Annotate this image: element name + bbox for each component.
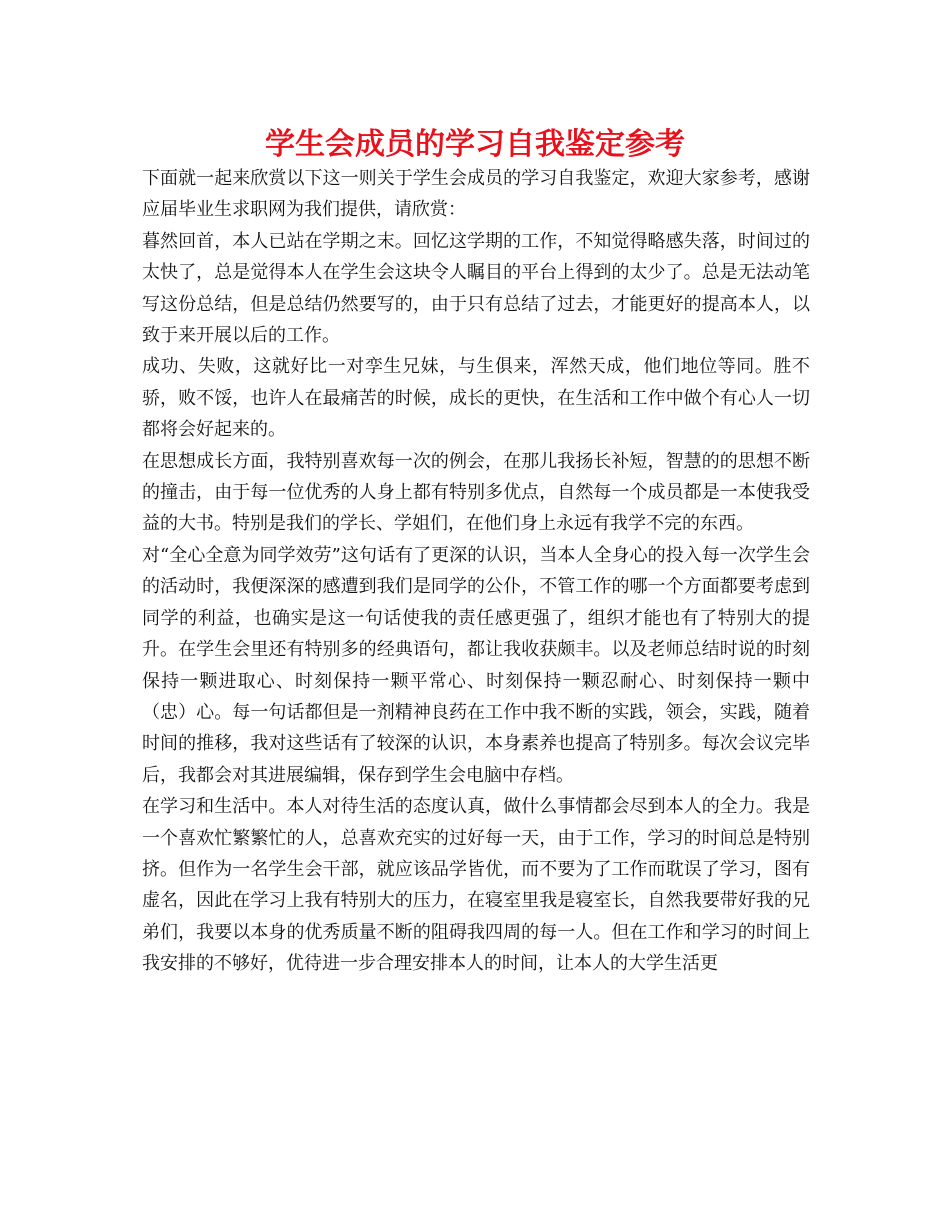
document-body — [142, 163, 810, 980]
document-title: 学生会成员的学习自我鉴定参考 — [265, 127, 685, 162]
paragraph-success-failure: 成功、失败，这就好比一对孪生兄妹，与生俱来，浑然天成，他们地位等同。胜不骄，败不馁，也许人在最痛苦的时候，成长的更快，在生活和工作中做个有心人一切都将会好起来的。 — [142, 356, 810, 441]
paragraph-study-life: 在学习和生活中。本人对待生活的态度认真，做什么事情都会尽到本人的全力。我是一个喜欢忙繁繁忙的人，总喜欢充实的过好每一天，由于工作，学习的时间总是特别挤。但作为一名学生会干部，就应该品学皆优，而不要为了工作而耽误了学习，图有虚名，因此在学习上我有特别大的压力，在寝室里我是寝室长，自然我要带好我的兄弟们，我要以本身的优秀质量不断的阻碍我四周的每一人。但在工作和学习的时间上我安排的不够好，优待进一步合理安排本人的时间，让本人的大学生活更 — [142, 796, 810, 975]
paragraph-service: 对“全心全意为同学效劳”这句话有了更深的认识，当本人全身心的投入每一次学生会的活动时，我便深深的感遭到我们是同学的公仆，不管工作的哪一个方面都要考虑到同学的利益，也确实是这一句话使我的责任感更强了，组织才能也有了特别大的提升。在学生会里还有特别多的经典语句，都让我收获颇丰。以及老师总结时说的时刻保持一颗进取心、时刻保持一颗平常心、时刻保持一颗忍耐心、时刻保持一颗中（忠）心。每一句话都但是一剂精神良药在工作中我不断的实践，领会，实践，随着时间的推移，我对这些话有了较深的认识，本身素养也提高了特别多。每次会议完毕后，我都会对其进展编辑，保存到学生会电脑中存档。 — [142, 544, 810, 786]
paragraph-intro: 下面就一起来欣赏以下这一则关于学生会成员的学习自我鉴定，欢迎大家参考，感谢应届毕业生求职网为我们提供，请欣赏： — [142, 168, 810, 221]
paragraph-thought-growth: 在思想成长方面，我特别喜欢每一次的例会，在那儿我扬长补短，智慧的的思想不断的撞击，由于每一位优秀的人身上都有特别多优点，自然每一个成员都是一本使我受益的大书。特别是我们的学长、学姐们，在他们身上永远有我学不完的东西。 — [142, 450, 810, 535]
paragraph-reflection: 暮然回首，本人已站在学期之末。回忆这学期的工作，不知觉得略感失落，时间过的太快了，总是觉得本人在学生会这块令人瞩目的平台上得到的太少了。总是无法动笔写这份总结，但是总结仍然要写的，由于只有总结了过去，才能更好的提高本人，以致于来开展以后的工作。 — [142, 230, 810, 347]
